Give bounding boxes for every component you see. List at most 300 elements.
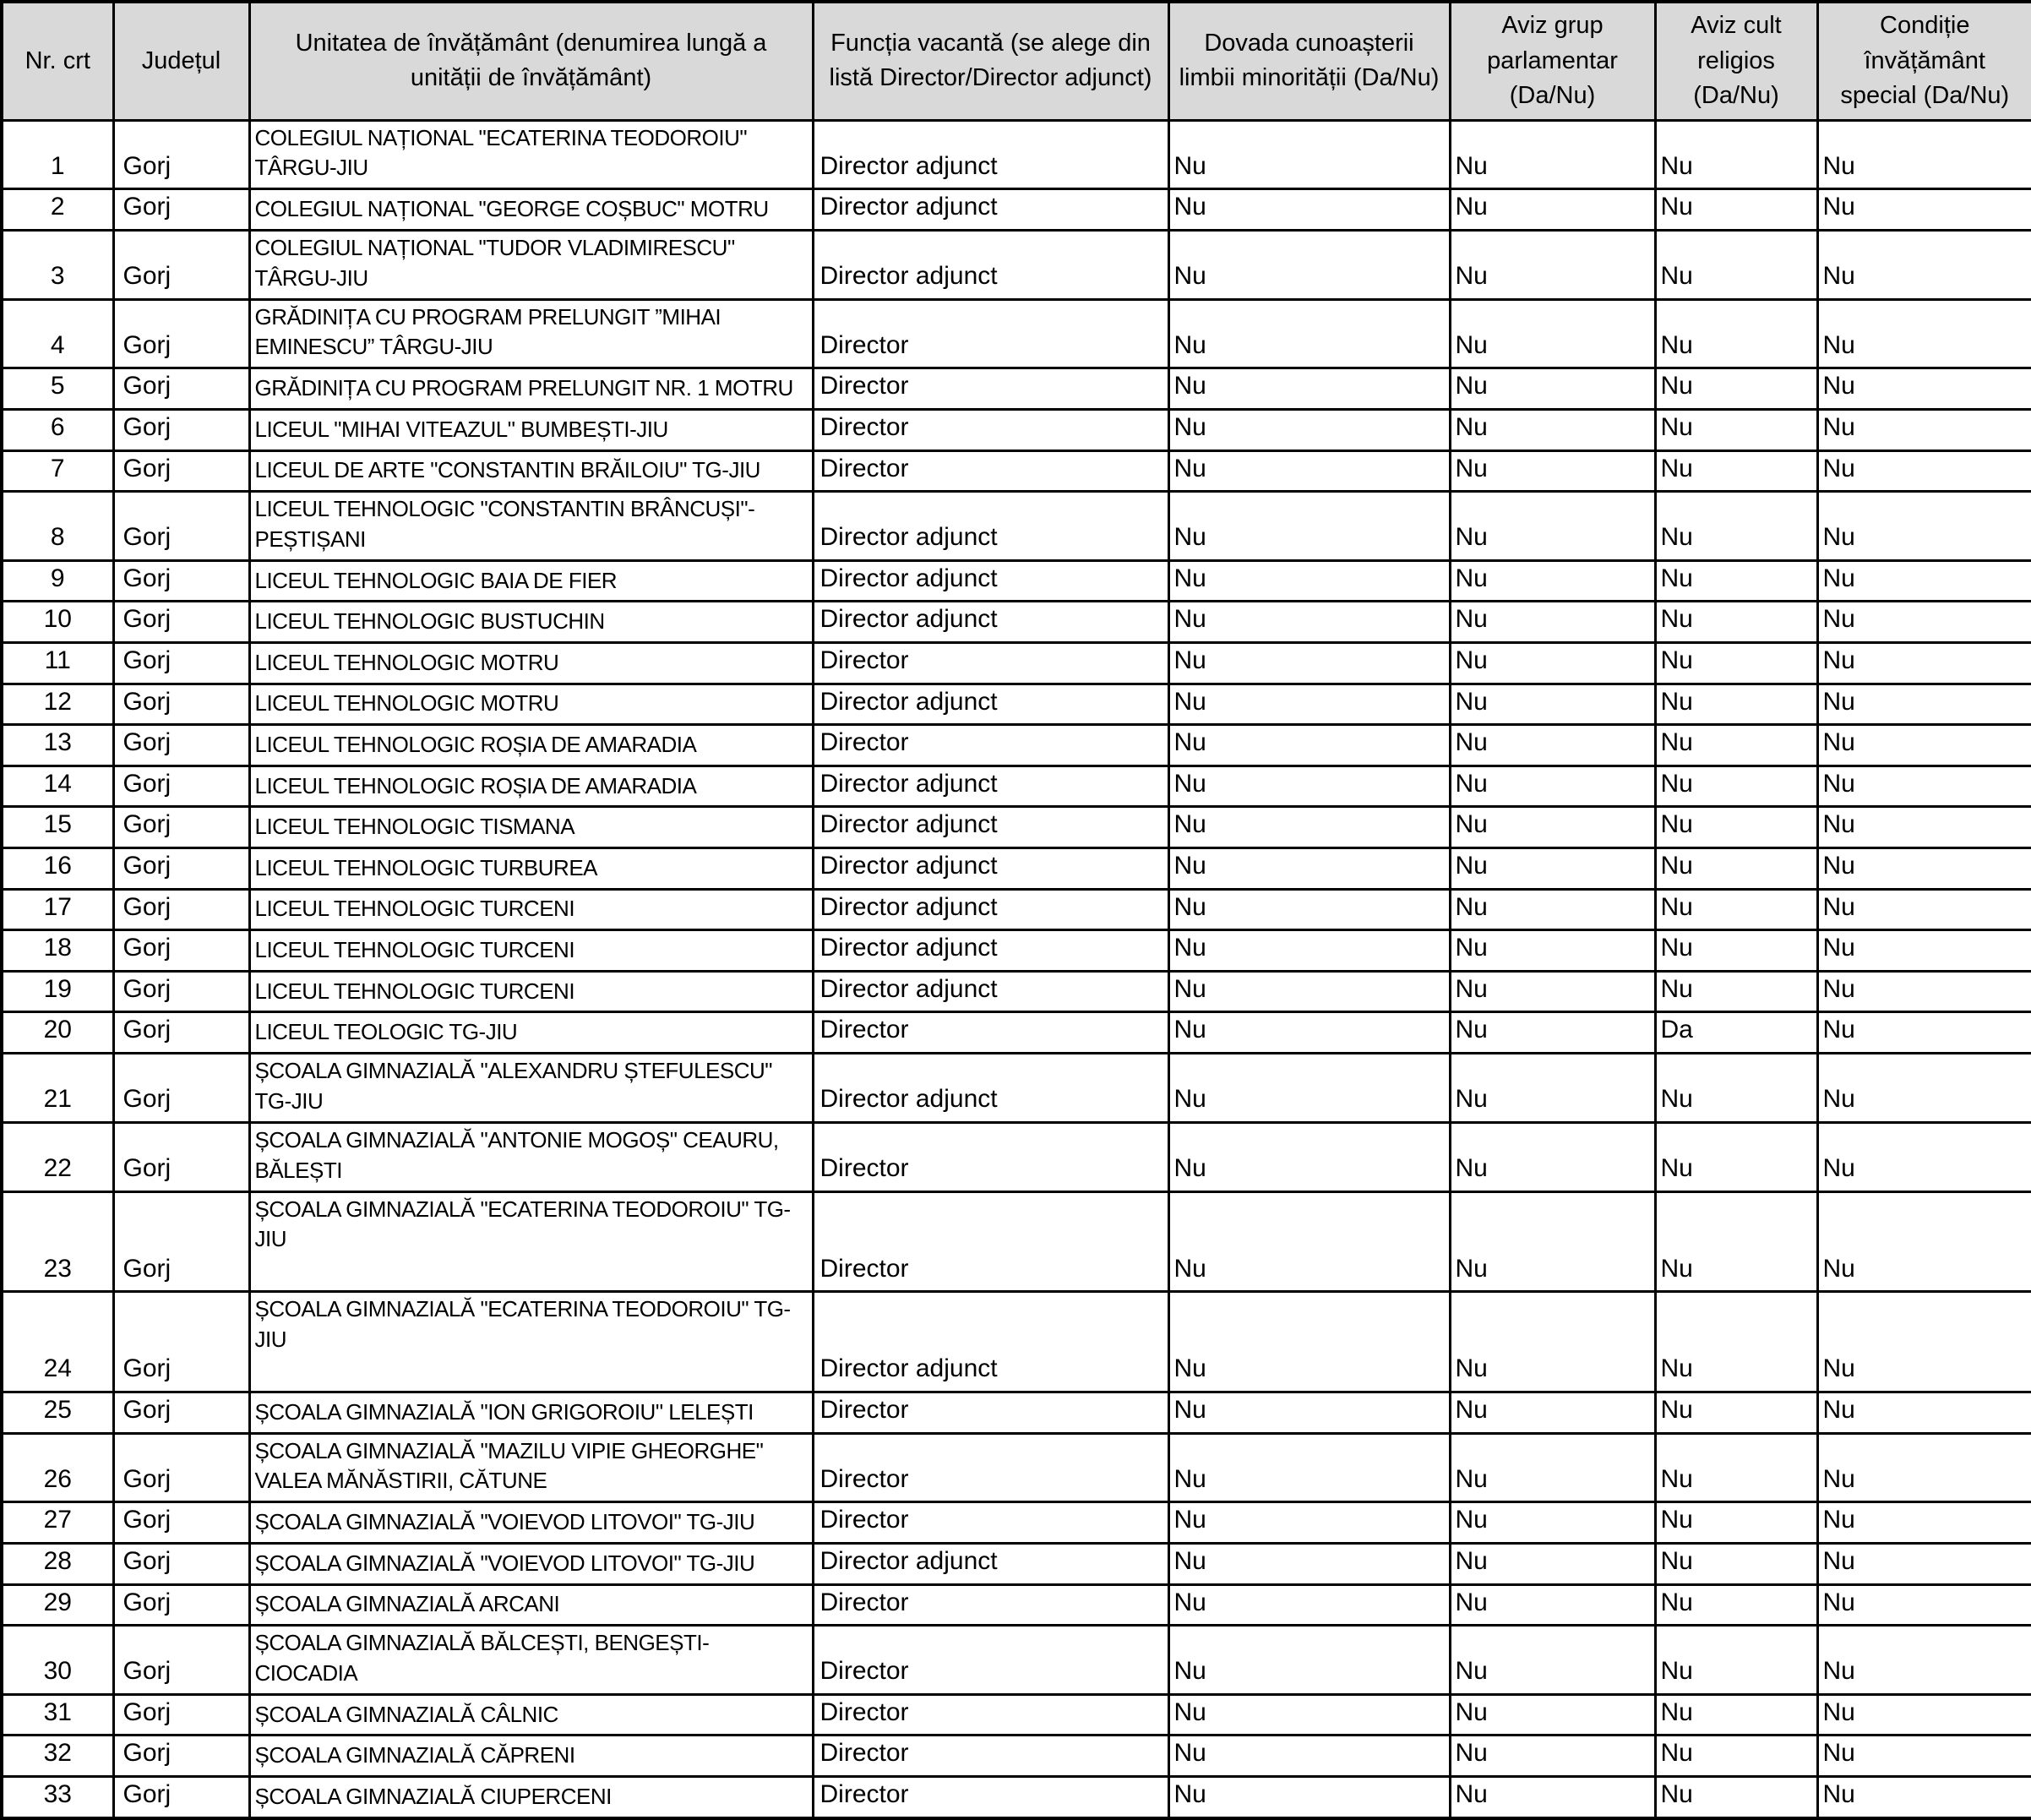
- table-row: [2, 1191, 2031, 1292]
- cell-dovada-limba: Nu: [1168, 1292, 1450, 1392]
- table-row: [2, 189, 2031, 231]
- cell-functie-vacanta: Director adjunct: [813, 807, 1168, 848]
- cell-nr-crt: 3: [2, 230, 113, 299]
- cell-dovada-limba: Nu: [1168, 1054, 1450, 1123]
- cell-unitate: LICEUL TEHNOLOGIC TISMANA: [249, 807, 813, 848]
- cell-conditie-special: Nu: [1817, 492, 2031, 561]
- cell-dovada-limba: Nu: [1168, 848, 1450, 890]
- cell-judet: Gorj: [113, 1736, 249, 1777]
- cell-unitate: ȘCOALA GIMNAZIALĂ "ALEXANDRU ȘTEFULESCU" TG-JIU: [249, 1054, 813, 1123]
- cell-nr-crt: 12: [2, 684, 113, 725]
- cell-aviz-grup: Nu: [1450, 971, 1655, 1012]
- cell-aviz-cult: Nu: [1655, 1054, 1817, 1123]
- cell-aviz-cult: Nu: [1655, 684, 1817, 725]
- cell-dovada-limba: Nu: [1168, 1433, 1450, 1502]
- cell-dovada-limba: Nu: [1168, 1584, 1450, 1626]
- cell-functie-vacanta: Director: [813, 643, 1168, 684]
- cell-aviz-cult: Da: [1655, 1012, 1817, 1054]
- cell-aviz-cult: Nu: [1655, 120, 1817, 189]
- cell-aviz-cult: Nu: [1655, 766, 1817, 807]
- cell-aviz-grup: Nu: [1450, 189, 1655, 231]
- cell-conditie-special: Nu: [1817, 1694, 2031, 1736]
- cell-dovada-limba: Nu: [1168, 1122, 1450, 1191]
- table-row: [2, 1502, 2031, 1544]
- cell-unitate: COLEGIUL NAȚIONAL "GEORGE COȘBUC" MOTRU: [249, 189, 813, 231]
- cell-aviz-grup: Nu: [1450, 1543, 1655, 1584]
- table-row: [2, 409, 2031, 450]
- cell-aviz-grup: Nu: [1450, 299, 1655, 368]
- cell-aviz-cult: Nu: [1655, 368, 1817, 410]
- cell-conditie-special: Nu: [1817, 409, 2031, 450]
- cell-functie-vacanta: Director adjunct: [813, 930, 1168, 972]
- cell-aviz-cult: Nu: [1655, 848, 1817, 890]
- cell-unitate: LICEUL TEHNOLOGIC MOTRU: [249, 684, 813, 725]
- cell-conditie-special: Nu: [1817, 684, 2031, 725]
- cell-functie-vacanta: Director: [813, 1012, 1168, 1054]
- cell-nr-crt: 11: [2, 643, 113, 684]
- cell-aviz-grup: Nu: [1450, 492, 1655, 561]
- cell-aviz-cult: Nu: [1655, 409, 1817, 450]
- cell-nr-crt: 4: [2, 299, 113, 368]
- cell-unitate: LICEUL TEHNOLOGIC TURBUREA: [249, 848, 813, 890]
- cell-dovada-limba: Nu: [1168, 643, 1450, 684]
- cell-nr-crt: 25: [2, 1392, 113, 1434]
- cell-dovada-limba: Nu: [1168, 807, 1450, 848]
- cell-conditie-special: Nu: [1817, 368, 2031, 410]
- table-row: [2, 492, 2031, 561]
- cell-dovada-limba: Nu: [1168, 560, 1450, 602]
- table-row: [2, 1054, 2031, 1123]
- table-header: [2, 2, 2031, 120]
- cell-nr-crt: 2: [2, 189, 113, 231]
- cell-dovada-limba: Nu: [1168, 120, 1450, 189]
- cell-aviz-grup: Nu: [1450, 889, 1655, 930]
- cell-nr-crt: 30: [2, 1626, 113, 1695]
- cell-aviz-grup: Nu: [1450, 1122, 1655, 1191]
- cell-unitate: ȘCOALA GIMNAZIALĂ "ECATERINA TEODOROIU" TG-JIU: [249, 1191, 813, 1292]
- cell-conditie-special: Nu: [1817, 971, 2031, 1012]
- cell-functie-vacanta: Director adjunct: [813, 1292, 1168, 1392]
- cell-unitate: ȘCOALA GIMNAZIALĂ ARCANI: [249, 1584, 813, 1626]
- cell-judet: Gorj: [113, 1054, 249, 1123]
- cell-dovada-limba: Nu: [1168, 1012, 1450, 1054]
- cell-unitate: ȘCOALA GIMNAZIALĂ "VOIEVOD LITOVOI" TG-JIU: [249, 1543, 813, 1584]
- cell-aviz-cult: Nu: [1655, 1777, 1817, 1818]
- cell-conditie-special: Nu: [1817, 189, 2031, 231]
- cell-functie-vacanta: Director adjunct: [813, 230, 1168, 299]
- header-aviz-cult: Aviz cult religios (Da/Nu): [1655, 2, 1817, 120]
- cell-conditie-special: Nu: [1817, 889, 2031, 930]
- cell-conditie-special: Nu: [1817, 1543, 2031, 1584]
- cell-aviz-grup: Nu: [1450, 1584, 1655, 1626]
- cell-aviz-cult: Nu: [1655, 1502, 1817, 1544]
- cell-conditie-special: Nu: [1817, 766, 2031, 807]
- cell-functie-vacanta: Director adjunct: [813, 120, 1168, 189]
- header-conditie-special: Condiție învățământ special (Da/Nu): [1817, 2, 2031, 120]
- cell-aviz-grup: Nu: [1450, 1392, 1655, 1434]
- cell-judet: Gorj: [113, 1191, 249, 1292]
- cell-conditie-special: Nu: [1817, 643, 2031, 684]
- cell-judet: Gorj: [113, 368, 249, 410]
- cell-functie-vacanta: Director adjunct: [813, 560, 1168, 602]
- cell-aviz-cult: Nu: [1655, 725, 1817, 766]
- cell-nr-crt: 26: [2, 1433, 113, 1502]
- cell-nr-crt: 14: [2, 766, 113, 807]
- cell-conditie-special: Nu: [1817, 450, 2031, 492]
- cell-aviz-grup: Nu: [1450, 807, 1655, 848]
- cell-aviz-grup: Nu: [1450, 1012, 1655, 1054]
- cell-dovada-limba: Nu: [1168, 766, 1450, 807]
- cell-conditie-special: Nu: [1817, 1122, 2031, 1191]
- cell-judet: Gorj: [113, 971, 249, 1012]
- cell-judet: Gorj: [113, 1392, 249, 1434]
- table-row: [2, 1694, 2031, 1736]
- cell-aviz-grup: Nu: [1450, 848, 1655, 890]
- cell-dovada-limba: Nu: [1168, 368, 1450, 410]
- cell-aviz-grup: Nu: [1450, 1502, 1655, 1544]
- cell-unitate: GRĂDINIȚA CU PROGRAM PRELUNGIT ”MIHAI EMINESCU” TÂRGU-JIU: [249, 299, 813, 368]
- cell-judet: Gorj: [113, 1433, 249, 1502]
- cell-functie-vacanta: Director: [813, 1392, 1168, 1434]
- table-row: [2, 368, 2031, 410]
- cell-functie-vacanta: Director adjunct: [813, 971, 1168, 1012]
- cell-unitate: LICEUL TEHNOLOGIC TURCENI: [249, 971, 813, 1012]
- cell-unitate: LICEUL TEHNOLOGIC BUSTUCHIN: [249, 602, 813, 643]
- cell-aviz-cult: Nu: [1655, 1433, 1817, 1502]
- cell-unitate: LICEUL TEOLOGIC TG-JIU: [249, 1012, 813, 1054]
- cell-judet: Gorj: [113, 684, 249, 725]
- table-row: [2, 602, 2031, 643]
- cell-aviz-cult: Nu: [1655, 560, 1817, 602]
- header-aviz-grup: Aviz grup parlamentar (Da/Nu): [1450, 2, 1655, 120]
- cell-aviz-cult: Nu: [1655, 1543, 1817, 1584]
- cell-aviz-grup: Nu: [1450, 766, 1655, 807]
- cell-unitate: LICEUL TEHNOLOGIC ROȘIA DE AMARADIA: [249, 766, 813, 807]
- cell-conditie-special: Nu: [1817, 1584, 2031, 1626]
- cell-unitate: ȘCOALA GIMNAZIALĂ "VOIEVOD LITOVOI" TG-JIU: [249, 1502, 813, 1544]
- cell-aviz-cult: Nu: [1655, 643, 1817, 684]
- table-row: [2, 684, 2031, 725]
- table-row: [2, 1777, 2031, 1818]
- cell-nr-crt: 31: [2, 1694, 113, 1736]
- cell-unitate: LICEUL TEHNOLOGIC "CONSTANTIN BRÂNCUȘI"-PEȘTIȘANI: [249, 492, 813, 561]
- cell-judet: Gorj: [113, 1777, 249, 1818]
- cell-nr-crt: 18: [2, 930, 113, 972]
- table-row: [2, 1626, 2031, 1695]
- cell-nr-crt: 28: [2, 1543, 113, 1584]
- cell-judet: Gorj: [113, 189, 249, 231]
- cell-conditie-special: Nu: [1817, 807, 2031, 848]
- cell-functie-vacanta: Director: [813, 1502, 1168, 1544]
- cell-aviz-grup: Nu: [1450, 120, 1655, 189]
- cell-aviz-grup: Nu: [1450, 1054, 1655, 1123]
- header-dovada-limba: Dovada cunoașterii limbii minorității (Da/Nu): [1168, 2, 1450, 120]
- cell-conditie-special: Nu: [1817, 1292, 2031, 1392]
- table-row: [2, 848, 2031, 890]
- cell-aviz-grup: Nu: [1450, 643, 1655, 684]
- cell-dovada-limba: Nu: [1168, 1694, 1450, 1736]
- cell-functie-vacanta: Director: [813, 1736, 1168, 1777]
- table-row: [2, 930, 2031, 972]
- cell-nr-crt: 19: [2, 971, 113, 1012]
- cell-aviz-cult: Nu: [1655, 299, 1817, 368]
- cell-conditie-special: Nu: [1817, 1626, 2031, 1695]
- cell-nr-crt: 23: [2, 1191, 113, 1292]
- table-row: [2, 1433, 2031, 1502]
- cell-nr-crt: 5: [2, 368, 113, 410]
- cell-judet: Gorj: [113, 120, 249, 189]
- cell-functie-vacanta: Director: [813, 1433, 1168, 1502]
- cell-dovada-limba: Nu: [1168, 684, 1450, 725]
- cell-aviz-cult: Nu: [1655, 971, 1817, 1012]
- table-body: [2, 120, 2031, 1818]
- cell-conditie-special: Nu: [1817, 602, 2031, 643]
- cell-dovada-limba: Nu: [1168, 299, 1450, 368]
- cell-unitate: LICEUL TEHNOLOGIC MOTRU: [249, 643, 813, 684]
- header-functie-vacanta: Funcția vacantă (se alege din listă Director/Director adjunct): [813, 2, 1168, 120]
- cell-aviz-cult: Nu: [1655, 1694, 1817, 1736]
- cell-conditie-special: Nu: [1817, 1191, 2031, 1292]
- cell-dovada-limba: Nu: [1168, 409, 1450, 450]
- cell-dovada-limba: Nu: [1168, 230, 1450, 299]
- cell-dovada-limba: Nu: [1168, 1777, 1450, 1818]
- cell-judet: Gorj: [113, 725, 249, 766]
- cell-functie-vacanta: Director: [813, 1122, 1168, 1191]
- cell-aviz-cult: Nu: [1655, 1626, 1817, 1695]
- cell-unitate: LICEUL TEHNOLOGIC BAIA DE FIER: [249, 560, 813, 602]
- header-judet: Județul: [113, 2, 249, 120]
- table-row: [2, 1392, 2031, 1434]
- cell-functie-vacanta: Director adjunct: [813, 684, 1168, 725]
- cell-judet: Gorj: [113, 409, 249, 450]
- cell-dovada-limba: Nu: [1168, 1392, 1450, 1434]
- cell-aviz-grup: Nu: [1450, 368, 1655, 410]
- cell-judet: Gorj: [113, 602, 249, 643]
- cell-conditie-special: Nu: [1817, 1392, 2031, 1434]
- cell-nr-crt: 8: [2, 492, 113, 561]
- cell-unitate: LICEUL TEHNOLOGIC ROȘIA DE AMARADIA: [249, 725, 813, 766]
- cell-nr-crt: 17: [2, 889, 113, 930]
- cell-aviz-grup: Nu: [1450, 450, 1655, 492]
- cell-aviz-grup: Nu: [1450, 1694, 1655, 1736]
- cell-nr-crt: 7: [2, 450, 113, 492]
- cell-nr-crt: 21: [2, 1054, 113, 1123]
- cell-dovada-limba: Nu: [1168, 1626, 1450, 1695]
- cell-dovada-limba: Nu: [1168, 930, 1450, 972]
- cell-functie-vacanta: Director adjunct: [813, 602, 1168, 643]
- cell-conditie-special: Nu: [1817, 560, 2031, 602]
- cell-dovada-limba: Nu: [1168, 1191, 1450, 1292]
- cell-aviz-grup: Nu: [1450, 1626, 1655, 1695]
- cell-dovada-limba: Nu: [1168, 492, 1450, 561]
- cell-judet: Gorj: [113, 766, 249, 807]
- cell-aviz-cult: Nu: [1655, 1584, 1817, 1626]
- cell-nr-crt: 27: [2, 1502, 113, 1544]
- cell-functie-vacanta: Director adjunct: [813, 189, 1168, 231]
- cell-unitate: GRĂDINIȚA CU PROGRAM PRELUNGIT NR. 1 MOTRU: [249, 368, 813, 410]
- table-row: [2, 1543, 2031, 1584]
- cell-functie-vacanta: Director adjunct: [813, 1054, 1168, 1123]
- cell-aviz-cult: Nu: [1655, 230, 1817, 299]
- cell-unitate: LICEUL DE ARTE "CONSTANTIN BRĂILOIU" TG-JIU: [249, 450, 813, 492]
- cell-aviz-grup: Nu: [1450, 725, 1655, 766]
- cell-aviz-cult: Nu: [1655, 189, 1817, 231]
- cell-judet: Gorj: [113, 450, 249, 492]
- cell-judet: Gorj: [113, 1543, 249, 1584]
- cell-unitate: ȘCOALA GIMNAZIALĂ CĂPRENI: [249, 1736, 813, 1777]
- cell-functie-vacanta: Director: [813, 1694, 1168, 1736]
- cell-conditie-special: Nu: [1817, 1054, 2031, 1123]
- cell-judet: Gorj: [113, 1122, 249, 1191]
- cell-judet: Gorj: [113, 1502, 249, 1544]
- cell-dovada-limba: Nu: [1168, 725, 1450, 766]
- table-row: [2, 807, 2031, 848]
- cell-nr-crt: 16: [2, 848, 113, 890]
- cell-unitate: COLEGIUL NAȚIONAL "ECATERINA TEODOROIU" TÂRGU-JIU: [249, 120, 813, 189]
- cell-functie-vacanta: Director adjunct: [813, 492, 1168, 561]
- cell-functie-vacanta: Director adjunct: [813, 889, 1168, 930]
- cell-functie-vacanta: Director: [813, 725, 1168, 766]
- cell-aviz-cult: Nu: [1655, 1736, 1817, 1777]
- cell-conditie-special: Nu: [1817, 299, 2031, 368]
- table-row: [2, 230, 2031, 299]
- cell-conditie-special: Nu: [1817, 930, 2031, 972]
- cell-unitate: ȘCOALA GIMNAZIALĂ "ANTONIE MOGOȘ" CEAURU, BĂLEȘTI: [249, 1122, 813, 1191]
- cell-nr-crt: 20: [2, 1012, 113, 1054]
- cell-conditie-special: Nu: [1817, 1777, 2031, 1818]
- cell-aviz-cult: Nu: [1655, 450, 1817, 492]
- cell-unitate: ȘCOALA GIMNAZIALĂ BĂLCEȘTI, BENGEȘTI-CIOCADIA: [249, 1626, 813, 1695]
- cell-functie-vacanta: Director: [813, 1191, 1168, 1292]
- cell-aviz-grup: Nu: [1450, 1736, 1655, 1777]
- cell-conditie-special: Nu: [1817, 1502, 2031, 1544]
- cell-dovada-limba: Nu: [1168, 1543, 1450, 1584]
- cell-functie-vacanta: Director adjunct: [813, 1543, 1168, 1584]
- cell-aviz-cult: Nu: [1655, 492, 1817, 561]
- cell-judet: Gorj: [113, 848, 249, 890]
- cell-conditie-special: Nu: [1817, 725, 2031, 766]
- cell-aviz-cult: Nu: [1655, 1191, 1817, 1292]
- cell-functie-vacanta: Director: [813, 1626, 1168, 1695]
- cell-dovada-limba: Nu: [1168, 1502, 1450, 1544]
- cell-conditie-special: Nu: [1817, 230, 2031, 299]
- cell-aviz-grup: Nu: [1450, 409, 1655, 450]
- cell-judet: Gorj: [113, 889, 249, 930]
- cell-unitate: LICEUL TEHNOLOGIC TURCENI: [249, 889, 813, 930]
- cell-unitate: COLEGIUL NAȚIONAL "TUDOR VLADIMIRESCU" TÂRGU-JIU: [249, 230, 813, 299]
- cell-conditie-special: Nu: [1817, 1012, 2031, 1054]
- table-row: [2, 1122, 2031, 1191]
- cell-dovada-limba: Nu: [1168, 971, 1450, 1012]
- cell-nr-crt: 22: [2, 1122, 113, 1191]
- cell-judet: Gorj: [113, 643, 249, 684]
- cell-aviz-grup: Nu: [1450, 1777, 1655, 1818]
- table-row: [2, 120, 2031, 189]
- cell-judet: Gorj: [113, 1584, 249, 1626]
- table-row: [2, 725, 2031, 766]
- cell-nr-crt: 33: [2, 1777, 113, 1818]
- table-row: [2, 971, 2031, 1012]
- cell-functie-vacanta: Director adjunct: [813, 766, 1168, 807]
- cell-dovada-limba: Nu: [1168, 189, 1450, 231]
- cell-functie-vacanta: Director: [813, 1584, 1168, 1626]
- cell-dovada-limba: Nu: [1168, 602, 1450, 643]
- cell-unitate: ȘCOALA GIMNAZIALĂ "ION GRIGOROIU" LELEȘTI: [249, 1392, 813, 1434]
- cell-unitate: LICEUL "MIHAI VITEAZUL" BUMBEȘTI-JIU: [249, 409, 813, 450]
- cell-aviz-grup: Nu: [1450, 1433, 1655, 1502]
- cell-nr-crt: 9: [2, 560, 113, 602]
- cell-unitate: LICEUL TEHNOLOGIC TURCENI: [249, 930, 813, 972]
- cell-judet: Gorj: [113, 1292, 249, 1392]
- cell-unitate: ȘCOALA GIMNAZIALĂ "ECATERINA TEODOROIU" TG-JIU: [249, 1292, 813, 1392]
- cell-judet: Gorj: [113, 1626, 249, 1695]
- cell-dovada-limba: Nu: [1168, 1736, 1450, 1777]
- cell-aviz-grup: Nu: [1450, 602, 1655, 643]
- cell-aviz-cult: Nu: [1655, 1122, 1817, 1191]
- cell-conditie-special: Nu: [1817, 1736, 2031, 1777]
- table-row: [2, 1292, 2031, 1392]
- table-row: [2, 1012, 2031, 1054]
- cell-nr-crt: 32: [2, 1736, 113, 1777]
- table-row: [2, 1736, 2031, 1777]
- cell-unitate: ȘCOALA GIMNAZIALĂ "MAZILU VIPIE GHEORGHE" VALEA MĂNĂSTIRII, CĂTUNE: [249, 1433, 813, 1502]
- cell-conditie-special: Nu: [1817, 848, 2031, 890]
- cell-nr-crt: 29: [2, 1584, 113, 1626]
- cell-nr-crt: 24: [2, 1292, 113, 1392]
- header-row: [2, 2, 2031, 120]
- cell-judet: Gorj: [113, 807, 249, 848]
- cell-unitate: ȘCOALA GIMNAZIALĂ CÂLNIC: [249, 1694, 813, 1736]
- cell-conditie-special: Nu: [1817, 120, 2031, 189]
- cell-nr-crt: 13: [2, 725, 113, 766]
- cell-aviz-grup: Nu: [1450, 930, 1655, 972]
- cell-functie-vacanta: Director: [813, 368, 1168, 410]
- table-row: [2, 1584, 2031, 1626]
- cell-functie-vacanta: Director: [813, 450, 1168, 492]
- cell-unitate: ȘCOALA GIMNAZIALĂ CIUPERCENI: [249, 1777, 813, 1818]
- header-nr-crt: Nr. crt: [2, 2, 113, 120]
- cell-dovada-limba: Nu: [1168, 889, 1450, 930]
- cell-aviz-grup: Nu: [1450, 1292, 1655, 1392]
- cell-nr-crt: 15: [2, 807, 113, 848]
- cell-functie-vacanta: Director: [813, 1777, 1168, 1818]
- table-row: [2, 889, 2031, 930]
- cell-nr-crt: 1: [2, 120, 113, 189]
- cell-nr-crt: 10: [2, 602, 113, 643]
- table-row: [2, 766, 2031, 807]
- cell-judet: Gorj: [113, 299, 249, 368]
- cell-aviz-cult: Nu: [1655, 807, 1817, 848]
- cell-aviz-grup: Nu: [1450, 560, 1655, 602]
- cell-aviz-cult: Nu: [1655, 1292, 1817, 1392]
- cell-judet: Gorj: [113, 1694, 249, 1736]
- cell-judet: Gorj: [113, 930, 249, 972]
- cell-aviz-grup: Nu: [1450, 684, 1655, 725]
- cell-judet: Gorj: [113, 560, 249, 602]
- table-row: [2, 643, 2031, 684]
- cell-aviz-grup: Nu: [1450, 1191, 1655, 1292]
- table-row: [2, 450, 2031, 492]
- header-unitate: Unitatea de învățământ (denumirea lungă a unității de învățământ): [249, 2, 813, 120]
- cell-aviz-cult: Nu: [1655, 930, 1817, 972]
- cell-functie-vacanta: Director: [813, 299, 1168, 368]
- cell-aviz-cult: Nu: [1655, 1392, 1817, 1434]
- cell-nr-crt: 6: [2, 409, 113, 450]
- cell-aviz-cult: Nu: [1655, 889, 1817, 930]
- cell-judet: Gorj: [113, 1012, 249, 1054]
- cell-judet: Gorj: [113, 492, 249, 561]
- table-row: [2, 560, 2031, 602]
